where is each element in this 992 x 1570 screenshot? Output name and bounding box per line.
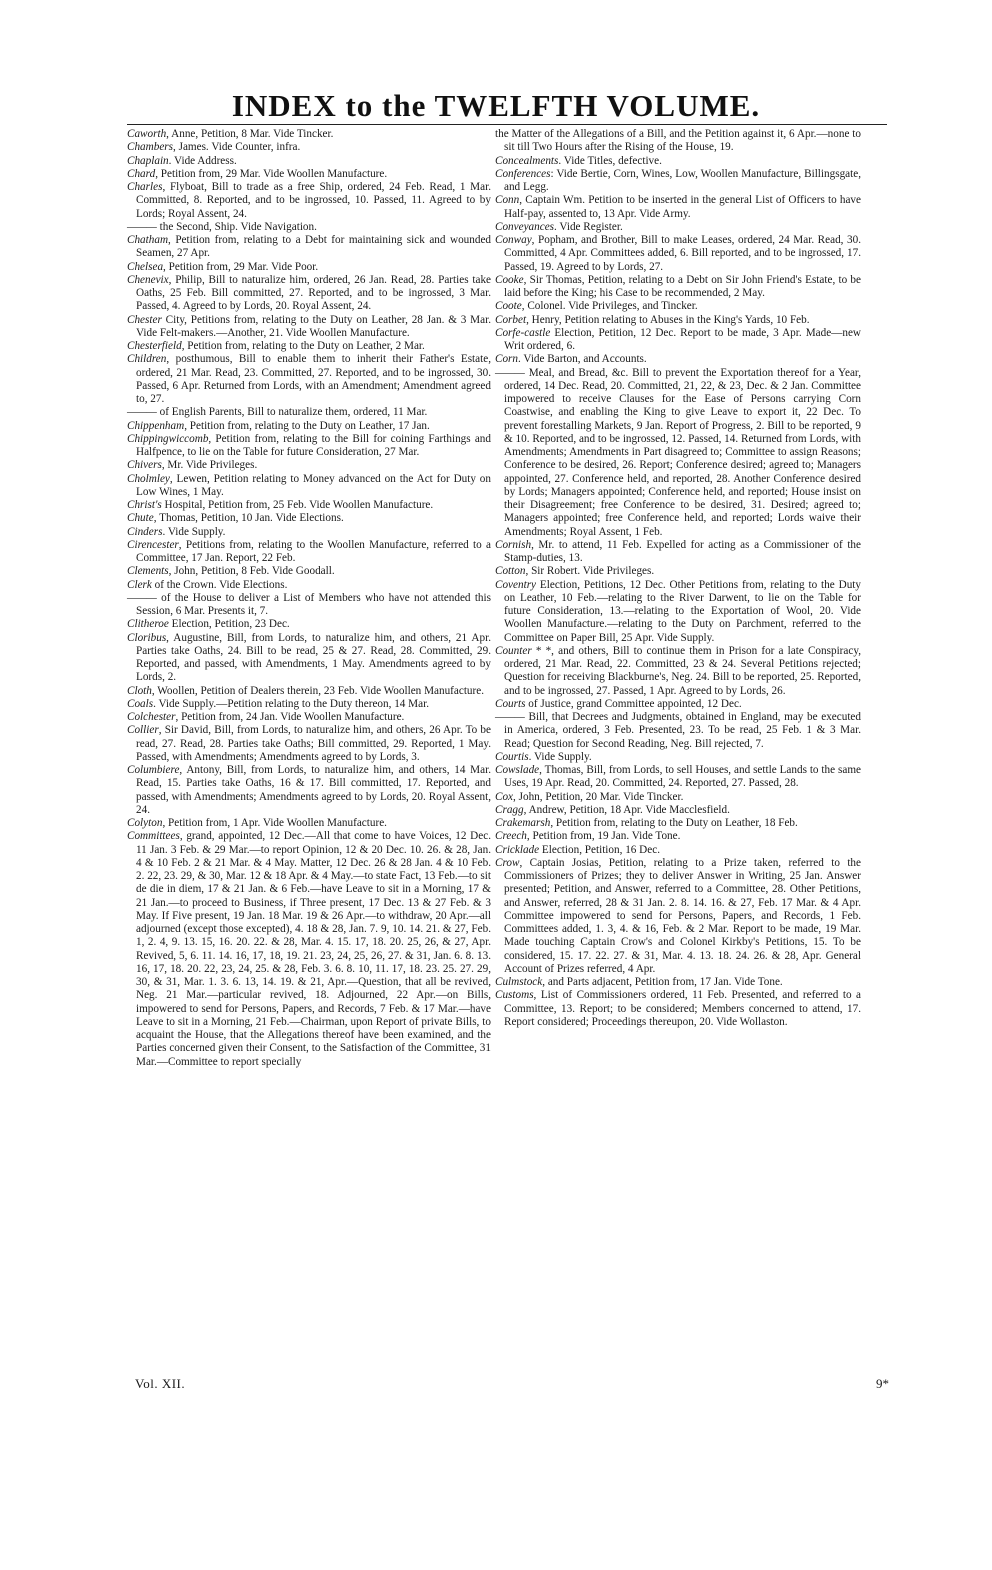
entry-text: , Henry, Petition relating to Abuses in the King's Yards, 10 Feb. bbox=[526, 313, 810, 326]
entry-heading: Collier bbox=[127, 724, 159, 737]
entry-heading: Cowslade bbox=[495, 764, 540, 776]
index-entry bbox=[127, 817, 491, 830]
entry-heading: Columbiere bbox=[127, 764, 180, 776]
entry-heading: Cooke bbox=[495, 273, 524, 286]
entry-heading: Chaplain bbox=[127, 154, 169, 167]
index-entry bbox=[127, 698, 491, 711]
entry-heading: Concealments bbox=[495, 154, 559, 167]
entry-text: * *, and others, Bill to continue them in Prison for a late Conspiracy, ordered, 21 Mar. Read, 22. Committed, 23 & 24. Several Petitions rejected; Question for receiving Blackburne's, Neg. 24. Bill to be reported, 25. Reported, and to be ingrossed, 27. Passed, 1 Apr. Agreed to by Lords, 26. bbox=[504, 644, 861, 697]
entry-text: , Lewen, Petition relating to Money advanced on the Act for Duty on Low Wines, 1 May. bbox=[136, 472, 491, 498]
entry-text: , Augustine, Bill, from Lords, to naturalize him, and others, 21 Apr. Parties take Oaths, 24. Bill to be read, 25 & 27. Read, 28. Committed, 29. Reported, and passed, with Amendments, 1 May. Amendments agreed to by Lords, 2. bbox=[136, 631, 491, 684]
index-entry bbox=[127, 711, 491, 724]
entry-text: , Antony, Bill, from Lords, to naturalize him, and others, 14 Mar. Read, 15. Parties take Oaths, 16 & 17. Bill committed, 17. Reported, and passed, with Amendments; Amendments agreed to by Lords, 20. Royal Assent, 24. bbox=[136, 764, 491, 816]
entry-heading: Colyton bbox=[127, 817, 163, 829]
index-entry bbox=[127, 181, 491, 221]
index-entry bbox=[495, 764, 861, 791]
index-entry bbox=[127, 261, 491, 274]
index-entry bbox=[127, 420, 491, 433]
entry-heading: ——— bbox=[495, 711, 525, 723]
entry-heading: Chivers bbox=[127, 459, 162, 472]
entry-heading: Chatham bbox=[127, 234, 169, 246]
entry-heading: Conway bbox=[495, 234, 532, 246]
entry-text: of English Parents, Bill to naturalize them, ordered, 11 Mar. bbox=[156, 406, 428, 419]
entry-heading: Cloth bbox=[127, 684, 152, 697]
entry-text: , Petitions from, relating to the Woollen Manufacture, referred to a Committee, 17 Jan. Report, 22 Feb. bbox=[136, 538, 491, 564]
entry-text: , Petition from, relating to the Duty on Leather, 17 Jan. bbox=[184, 419, 430, 432]
entry-heading: Chard bbox=[127, 167, 156, 180]
left-column bbox=[127, 128, 491, 1069]
entry-text: , John, Petition, 20 Mar. Vide Tincker. bbox=[513, 790, 684, 803]
entry-text: of Justice, grand Committee appointed, 12 Dec. bbox=[525, 697, 742, 710]
entry-heading: Creech bbox=[495, 830, 527, 843]
entry-text: . Vide Supply.—Petition relating to the Duty thereon, 14 Mar. bbox=[153, 697, 429, 710]
entry-heading: Crakemarsh bbox=[495, 817, 551, 829]
entry-heading: Committees bbox=[127, 830, 180, 843]
entry-text: Bill, that Decrees and Judgments, obtained in England, may be executed in America, ordered, 3 Feb. Presented, 23. To be read, 25 Feb. 1 & 3 Mar. Read; Question for Second Reading, Neg. Bill rejected, 7. bbox=[504, 711, 861, 750]
index-entry bbox=[127, 618, 491, 631]
entry-heading: Chelsea bbox=[127, 260, 164, 273]
index-entry bbox=[495, 645, 861, 698]
index-entry bbox=[127, 565, 491, 578]
index-entry bbox=[495, 791, 861, 804]
index-entry bbox=[127, 128, 491, 141]
index-entry bbox=[495, 353, 861, 366]
entry-text: , Sir Thomas, Petition, relating to a Debt on Sir John Friend's Estate, to be laid before the King; his Case to be recommended, 2 May. bbox=[504, 273, 861, 299]
entry-heading: Cotton bbox=[495, 565, 526, 578]
entry-text: . Vide Supply. bbox=[528, 750, 592, 763]
entry-text: : Vide Bertie, Corn, Wines, Low, Woollen Manufacture, Billingsgate, and Legg. bbox=[504, 167, 861, 193]
entry-text: , Woollen, Petition of Dealers therein, 23 Feb. Vide Woollen Manufacture. bbox=[151, 684, 485, 697]
index-entry bbox=[495, 989, 861, 1029]
entry-text: , Petition from, 1 Apr. Vide Woollen Manufacture. bbox=[162, 817, 387, 829]
index-entry bbox=[127, 406, 491, 419]
entry-text: , Thomas, Bill, from Lords, to sell Houses, and settle Lands to the same Uses, 19 Apr. Read, 20. Committed, 24. Reported, 27. Passed, 28. bbox=[504, 764, 861, 790]
index-entry bbox=[127, 473, 491, 500]
entry-text: , Andrew, Petition, 18 Apr. Vide Macclesfield. bbox=[523, 803, 730, 816]
index-entry bbox=[495, 539, 861, 566]
entry-text: the Second, Ship. Vide Navigation. bbox=[156, 220, 317, 233]
entry-heading: Christ's bbox=[127, 499, 162, 511]
index-entry bbox=[495, 234, 861, 274]
index-entry bbox=[127, 592, 491, 619]
index-entry bbox=[495, 976, 861, 989]
entry-heading: Clitheroe bbox=[127, 618, 169, 631]
entry-heading: Coote bbox=[495, 300, 522, 313]
entry-heading: Crow bbox=[495, 856, 520, 869]
index-entry bbox=[495, 155, 861, 168]
index-entry bbox=[127, 764, 491, 817]
entry-text: , Mr. Vide Privileges. bbox=[161, 459, 258, 472]
index-entry bbox=[127, 141, 491, 154]
entry-heading: Conn bbox=[495, 194, 520, 207]
index-entry bbox=[495, 830, 861, 843]
signature-mark: 9* bbox=[876, 1376, 889, 1391]
entry-text: , Popham, and Brother, Bill to make Leases, ordered, 24 Mar. Read, 30. Committed, 4 Apr. Committees added, 6. Bill reported, and to be ingrossed, 17. Passed, 19. Agreed to by Lords, 27. bbox=[504, 234, 861, 273]
entry-text: . Vide Supply. bbox=[162, 525, 226, 538]
entry-text: Election, Petitions, 12 Dec. Other Petitions from, relating to the Duty on Leather, 10 Feb.—relating to the River Darwent, to lie on the Table for future Consideration, 13.—relating to the Exportation of Wool, 20. Vide Woollen Manufacture.—relating to the Duty on Parchment, referred to the Committee on Paper Bill, 25 Apr. Vide Supply. bbox=[504, 578, 861, 644]
entry-text: Election, Petition, 23 Dec. bbox=[168, 618, 290, 631]
title-rule bbox=[127, 124, 887, 125]
entry-text: , Thomas, Petition, 10 Jan. Vide Elections. bbox=[153, 512, 344, 525]
entry-heading: Conferences bbox=[495, 167, 551, 180]
entry-text: of the House to deliver a List of Members who have not attended this Session, 6 Mar. Presents it, 7. bbox=[136, 591, 491, 617]
entry-text: , Anne, Petition, 8 Mar. Vide Tincker. bbox=[166, 128, 334, 140]
index-entry bbox=[127, 526, 491, 539]
entry-heading: ——— bbox=[495, 366, 525, 379]
entry-heading: Cholmley bbox=[127, 472, 170, 485]
index-entry bbox=[127, 632, 491, 685]
volume-label: Vol. XII. bbox=[135, 1376, 186, 1391]
index-entry bbox=[495, 565, 861, 578]
index-entry bbox=[495, 817, 861, 830]
entry-text: , Petition from, 29 Mar. Vide Woollen Manufacture. bbox=[155, 167, 388, 180]
entry-text: , Petition from, relating to the Bill for coining Farthings and Halfpence, to lie on the Table for future Consideration, 27 Mar. bbox=[136, 432, 491, 458]
entry-heading: Cloribus bbox=[127, 631, 167, 644]
index-entry bbox=[127, 168, 491, 181]
entry-heading: Conveyances bbox=[495, 220, 555, 233]
entry-heading: Cricklade bbox=[495, 843, 540, 856]
index-entry bbox=[127, 499, 491, 512]
right-column bbox=[495, 128, 861, 1029]
index-entry bbox=[495, 804, 861, 817]
entry-heading: Caworth bbox=[127, 128, 167, 140]
entry-heading: Counter bbox=[495, 644, 532, 657]
index-entry bbox=[127, 340, 491, 353]
entry-text: Election, Petition, 16 Dec. bbox=[539, 843, 660, 856]
entry-text: . Vide Register. bbox=[554, 220, 623, 233]
entry-text: , Petition from, 29 Mar. Vide Poor. bbox=[163, 260, 319, 273]
entry-text: , grand, appointed, 12 Dec.—All that come to have Voices, 12 Dec. 11 Jan. 3 Feb. & 29 Mar.—to report Opinion, 12 & 20 Dec. 10. 26. & 28, Jan. 4 & 10 Feb. 2 & 21 Mar. & 4 May. Matter, 12 Dec. 26 & 28 Jan. 4 & 10 Feb. 2. 22, 23. 29, & 30, Mar. 12 & 18 Apr. & 4 May.—to state Fact, 13 Feb.—to sit de die in diem, 17 & 21 Jan. & 6 Feb.—have Leave to sit in a Morning, 17 & 21 Jan.—to proceed to Business, if Three present, 17 Dec. 13 & 27 Feb. & 3 May. If Five present, 19 Jan. 18 Mar. 19 & 26 Apr.—to withdraw, 20 Apr.—all adjourned (except those excepted), 4. 18 & 28, Jan. 7. 9, 10. 14. 21. & 27, Feb. 1, 2. 4, 9. 13. 15, 16. 20. 22. & 28, Mar. 4. 15. 17, 18. 20. 25, 26, & 27, Apr. Revived, 5, 6. 11. 14. 16, 17, 18, 19. 21. 23, 24, 25, 26, 27. & 31, Jan. 6. 8. 13. 16, 17, 18. 20. 22, 23, 24, 25. & 28, Feb. 3. 6. 8. 10, 11. 17, 18. 23. 25. 27. 29, 30, & 31, Mar. 1. 3. 6. 13, 14. 19. & 21, Apr.—Question, that all be revived, Neg. 21 Mar.—particular revived, 18. Adjourned, 22 Apr.—on Bills, impowered to send for Persons, Papers, and Records, 7 Feb. & 17 Mar.—have Leave to sit in a Morning, 21 Feb.—Chairman, upon Report of private Bills, to acquaint the House, that the Allegations thereof have been examined, and the Parties concerned given their Consent, to the Satisfaction of the Committee, 31 Mar.—Committee to report specially bbox=[136, 830, 491, 1068]
entry-text: Hospital, Petition from, 25 Feb. Vide Woollen Manufacture. bbox=[161, 499, 434, 511]
entry-text: , Sir Robert. Vide Privileges. bbox=[525, 565, 655, 578]
index-entry bbox=[127, 579, 491, 592]
index-entry bbox=[127, 724, 491, 764]
entry-heading: Cox bbox=[495, 790, 514, 803]
entry-heading: ——— bbox=[127, 406, 157, 419]
entry-heading: Chippingwiccomb bbox=[127, 432, 209, 445]
index-entry bbox=[127, 539, 491, 566]
index-entry bbox=[127, 274, 491, 314]
entry-text: , John, Petition, 8 Feb. Vide Goodall. bbox=[168, 565, 335, 578]
entry-text: Election, Petition, 12 Dec. Report to be made, 3 Apr. Made—new Writ ordered, 6. bbox=[504, 326, 861, 352]
index-entry bbox=[127, 830, 491, 1069]
index-entry bbox=[127, 221, 491, 234]
index-entry bbox=[127, 234, 491, 261]
entry-heading: Cirencester bbox=[127, 538, 179, 551]
entry-heading: Cornish bbox=[495, 538, 532, 551]
entry-text: , Petition from, relating to the Duty on Leather, 2 Mar. bbox=[181, 340, 425, 352]
entry-heading: ——— bbox=[127, 220, 157, 233]
entry-heading: Children bbox=[127, 353, 167, 366]
index-entry bbox=[495, 168, 861, 195]
index-entry bbox=[127, 512, 491, 525]
entry-text: , Petition from, 24 Jan. Vide Woollen Manufacture. bbox=[175, 711, 405, 723]
index-entry bbox=[495, 751, 861, 764]
entry-text: . Vide Titles, defective. bbox=[558, 154, 662, 167]
index-entry bbox=[495, 367, 861, 539]
entry-text: , Flyboat, Bill to trade as a free Ship, ordered, 24 Feb. Read, 1 Mar. Committed, 8. Reported, and to be ingrossed, 10. Passed, 11. Agreed to by Lords; Royal Assent, 24. bbox=[136, 181, 491, 220]
entry-text: , Petition from, relating to a Debt for maintaining sick and wounded Seamen, 27 Apr. bbox=[136, 234, 491, 260]
index-entry bbox=[495, 314, 861, 327]
entry-heading: Coals bbox=[127, 697, 154, 710]
entry-text: , Petition from, relating to the Duty on Leather, 18 Feb. bbox=[550, 817, 798, 829]
entry-text: of the Crown. Vide Elections. bbox=[151, 578, 288, 591]
entry-heading: Corfe-castle bbox=[495, 326, 551, 339]
index-entry bbox=[495, 221, 861, 234]
index-entry bbox=[495, 194, 861, 221]
entry-text: Meal, and Bread, &c. Bill to prevent the Exportation thereof for a Year, ordered, 14 Dec. Read, 20. Committed, 21, 22, & 23, Dec. & 2 Jan. Committee impowered to receive Clauses for the Ease of Persons carrying Corn Coastwise, and enabling the King to give Leave to export it, 22 Dec. To prevent forestalling Markets, 9 Jan. Report of Progress, 2. Bill to be reported, 9 & 10. Reported, and to be ingrossed, 12. Passed, 14. Returned from Lords, with Amendments; Amendments in Part disagreed to; Committee to assign Reasons; Conference to be desired, 26. Report; Conference desired; agreed to; Managers appointed, 27. Conference held, and reported, 28. Another Conference desired by Lords; Managers appointed; Conference held, and reported; House insist on their Disagreement; free Conference to be desired, 31. Desired; agreed to; Managers appointed; free Conference held, and reported; Lords waive their Amendments; Royal Assent, 1 Feb. bbox=[504, 366, 861, 538]
entry-heading: Courts bbox=[495, 697, 526, 710]
index-entry bbox=[127, 459, 491, 472]
entry-heading: Corbet bbox=[495, 313, 527, 326]
entry-text: , Petition from, 19 Jan. Vide Tone. bbox=[526, 830, 681, 843]
entry-heading: Clements bbox=[127, 565, 169, 578]
entry-heading: Clerk bbox=[127, 578, 152, 591]
entry-heading: Charles bbox=[127, 181, 163, 193]
index-entry bbox=[127, 433, 491, 460]
index-entry bbox=[495, 579, 861, 645]
entry-text: , and Parts adjacent, Petition from, 17 Jan. Vide Tone. bbox=[542, 976, 783, 988]
entry-heading: ——— bbox=[127, 591, 157, 604]
entry-heading: Coventry bbox=[495, 578, 537, 591]
entry-heading: Chute bbox=[127, 512, 154, 525]
entry-heading: Chenevix bbox=[127, 273, 169, 286]
entry-heading: Courtis bbox=[495, 750, 529, 763]
index-entry bbox=[127, 155, 491, 168]
entry-text: , Captain Wm. Petition to be inserted in the general List of Officers to have Half-pay, assented to, 13 Apr. Vide Army. bbox=[504, 194, 861, 220]
index-entry bbox=[495, 327, 861, 354]
index-entry bbox=[495, 711, 861, 751]
index-entry bbox=[127, 353, 491, 406]
index-entry bbox=[495, 300, 861, 313]
index-entry bbox=[127, 314, 491, 341]
index-entry bbox=[495, 844, 861, 857]
entry-heading: Chippenham bbox=[127, 419, 185, 432]
index-entry bbox=[495, 274, 861, 301]
entry-text: , James. Vide Counter, infra. bbox=[173, 141, 301, 154]
entry-text: , Colonel. Vide Privileges, and Tincker. bbox=[521, 300, 698, 313]
page-footer bbox=[127, 1376, 889, 1396]
entry-heading: Culmstock bbox=[495, 976, 543, 988]
entry-heading: Corn bbox=[495, 353, 519, 366]
entry-text: , posthumous, Bill to enable them to inherit their Father's Estate, ordered, 21 Mar. Read, 23. Committed, 27. Reported, and to be ingrossed, 30. Passed, 6 Apr. Returned from Lords, with an Amendment; Amendment agreed to, 27. bbox=[136, 353, 491, 405]
entry-text: the Matter of the Allegations of a Bill, and the Petition against it, 6 Apr.—none to sit till Two Hours after the Rising of the House, 19. bbox=[495, 128, 861, 154]
index-entry bbox=[127, 685, 491, 698]
entry-heading: Cragg bbox=[495, 803, 524, 816]
index-entry bbox=[495, 698, 861, 711]
entry-text: , Sir David, Bill, from Lords, to naturalize him, and others, 26 Apr. To be read, 27. Read, 28. Parties take Oaths; Bill committed, 29. Reported, 1 May. Passed, with Amendments; Amendments agreed to by Lords, 3. bbox=[136, 724, 491, 763]
entry-text: , Mr. to attend, 11 Feb. Expelled for acting as a Commissioner of the Stamp-duties, 13. bbox=[504, 538, 861, 564]
entry-text: . Vide Barton, and Accounts. bbox=[518, 353, 647, 366]
entry-heading: Chesterfield bbox=[127, 340, 182, 352]
entry-text: City, Petitions from, relating to the Duty on Leather, 28 Jan. & 3 Mar. Vide Felt-makers.—Another, 21. Vide Woollen Manufacture. bbox=[136, 313, 491, 339]
entry-heading: Chambers bbox=[127, 141, 173, 154]
entry-heading: Chester bbox=[127, 313, 162, 326]
entry-text: , Captain Josias, Petition, relating to a Prize taken, referred to the Commissioners of Prizes; they to deliver Answer in Writing, 25 Jan. Answer presented; Petition, and Answer, referred to a Committee, 28. Other Petitions, and Answer, referred, 28 & 31 Jan. 2. 8. 14. 16. & 27, Feb. 17 Mar. & 4 Apr. Committee impowered to send for Persons, Papers, and Records, 1 Feb. Committees added, 1. 3, 4. & 16, Feb. & 2 Mar. Report to be made, 19 Mar. Made touching Captain Crow's and Colonel Kirkby's Petitions, 15. To be considered, 15. 17. 22. 27. & 31, Mar. 4. 13. 18. 24. 26. & 28, Apr. General Account of Prizes referred, 4 Apr. bbox=[504, 856, 861, 975]
index-entry bbox=[495, 857, 861, 976]
entry-heading: Customs bbox=[495, 989, 534, 1002]
index-entry bbox=[495, 128, 861, 155]
entry-heading: Cinders bbox=[127, 525, 163, 538]
entry-text: . Vide Address. bbox=[168, 154, 237, 167]
page-title: INDEX to the TWELFTH VOLUME. bbox=[231, 88, 761, 123]
entry-text: , List of Commissioners ordered, 11 Feb. Presented, and referred to a Committee, 13. Report; to be considered; Members concerned to attend, 17. Report considered; Proceedings thereupon, 20. Vide Wollaston. bbox=[504, 989, 861, 1028]
entry-heading: Colchester bbox=[127, 711, 176, 723]
entry-text: , Philip, Bill to naturalize him, ordered, 26 Jan. Read, 28. Parties take Oaths, 25 Feb. Bill committed, 27. Reported, and to be ingrossed, 3 Mar. Passed, 4. Agreed to by Lords, 20. Royal Assent, 24. bbox=[136, 273, 491, 313]
